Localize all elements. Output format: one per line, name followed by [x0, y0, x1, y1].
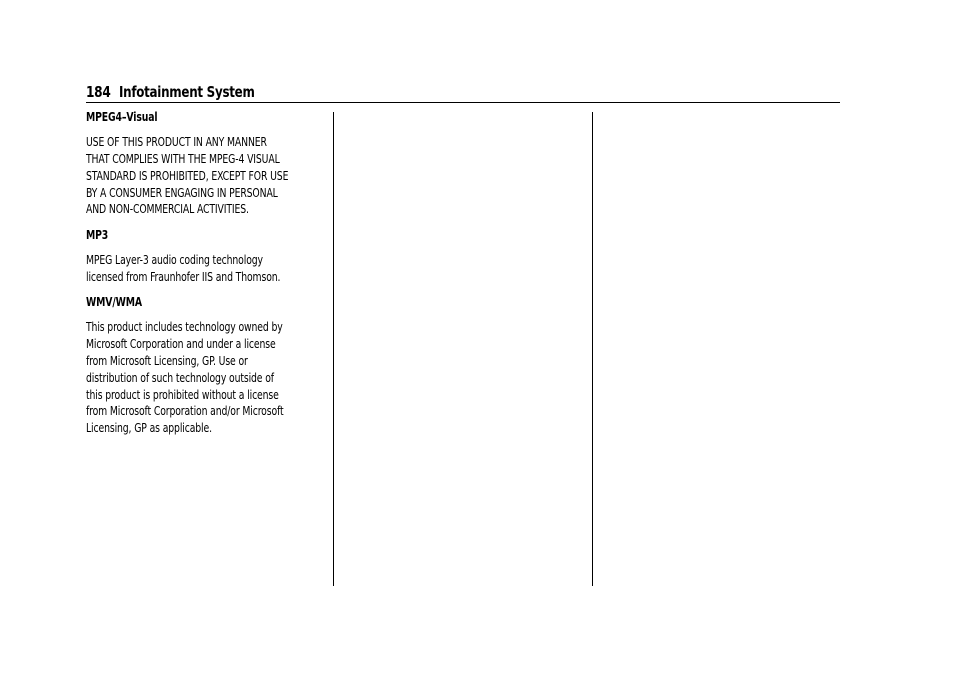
subheading-mp3: [86, 227, 321, 244]
text-line: MP3: [86, 227, 109, 242]
text-line: STANDARD IS PROHIBITED, EXCEPT FOR USE: [86, 168, 289, 183]
text-line: USE OF THIS PRODUCT IN ANY MANNER: [86, 135, 267, 150]
text-line: AND NON-COMMERCIAL ACTIVITIES.: [86, 202, 249, 217]
text-line: MPEG Layer-3 audio coding technology: [86, 253, 263, 268]
paragraph-mp3-notice: [86, 252, 321, 286]
text-line: from Microsoft Licensing, GP. Use or: [86, 354, 248, 369]
text-line: Licensing, GP as applicable.: [86, 421, 212, 436]
paragraph-mpeg4-notice: [86, 134, 321, 218]
text-line: from Microsoft Corporation and/or Microsoft: [86, 404, 284, 419]
text-line: this product is prohibited without a license: [86, 387, 279, 402]
column-divider: [592, 112, 593, 586]
text-line: BY A CONSUMER ENGAGING IN PERSONAL: [86, 185, 278, 200]
text-line: distribution of such technology outside of: [86, 370, 274, 385]
text-line: licensed from Fraunhofer IIS and Thomson.: [86, 269, 281, 284]
text-column-1: [86, 109, 366, 446]
text-line: Microsoft Corporation and under a license: [86, 337, 276, 352]
section-title: Infotainment System: [119, 83, 255, 101]
page-header: [86, 82, 840, 103]
text-line: WMV/WMA: [86, 295, 142, 310]
text-line: THAT COMPLIES WITH THE MPEG-4 VISUAL: [86, 152, 280, 167]
text-line: MPEG4–Visual: [86, 110, 158, 124]
subheading-wmv-wma: [86, 294, 321, 311]
paragraph-wmv-wma-notice: [86, 319, 321, 437]
text-line: This product includes technology owned by: [86, 320, 283, 335]
subheading-mpeg4-visual: [86, 109, 321, 126]
page-number: 184: [86, 83, 111, 101]
